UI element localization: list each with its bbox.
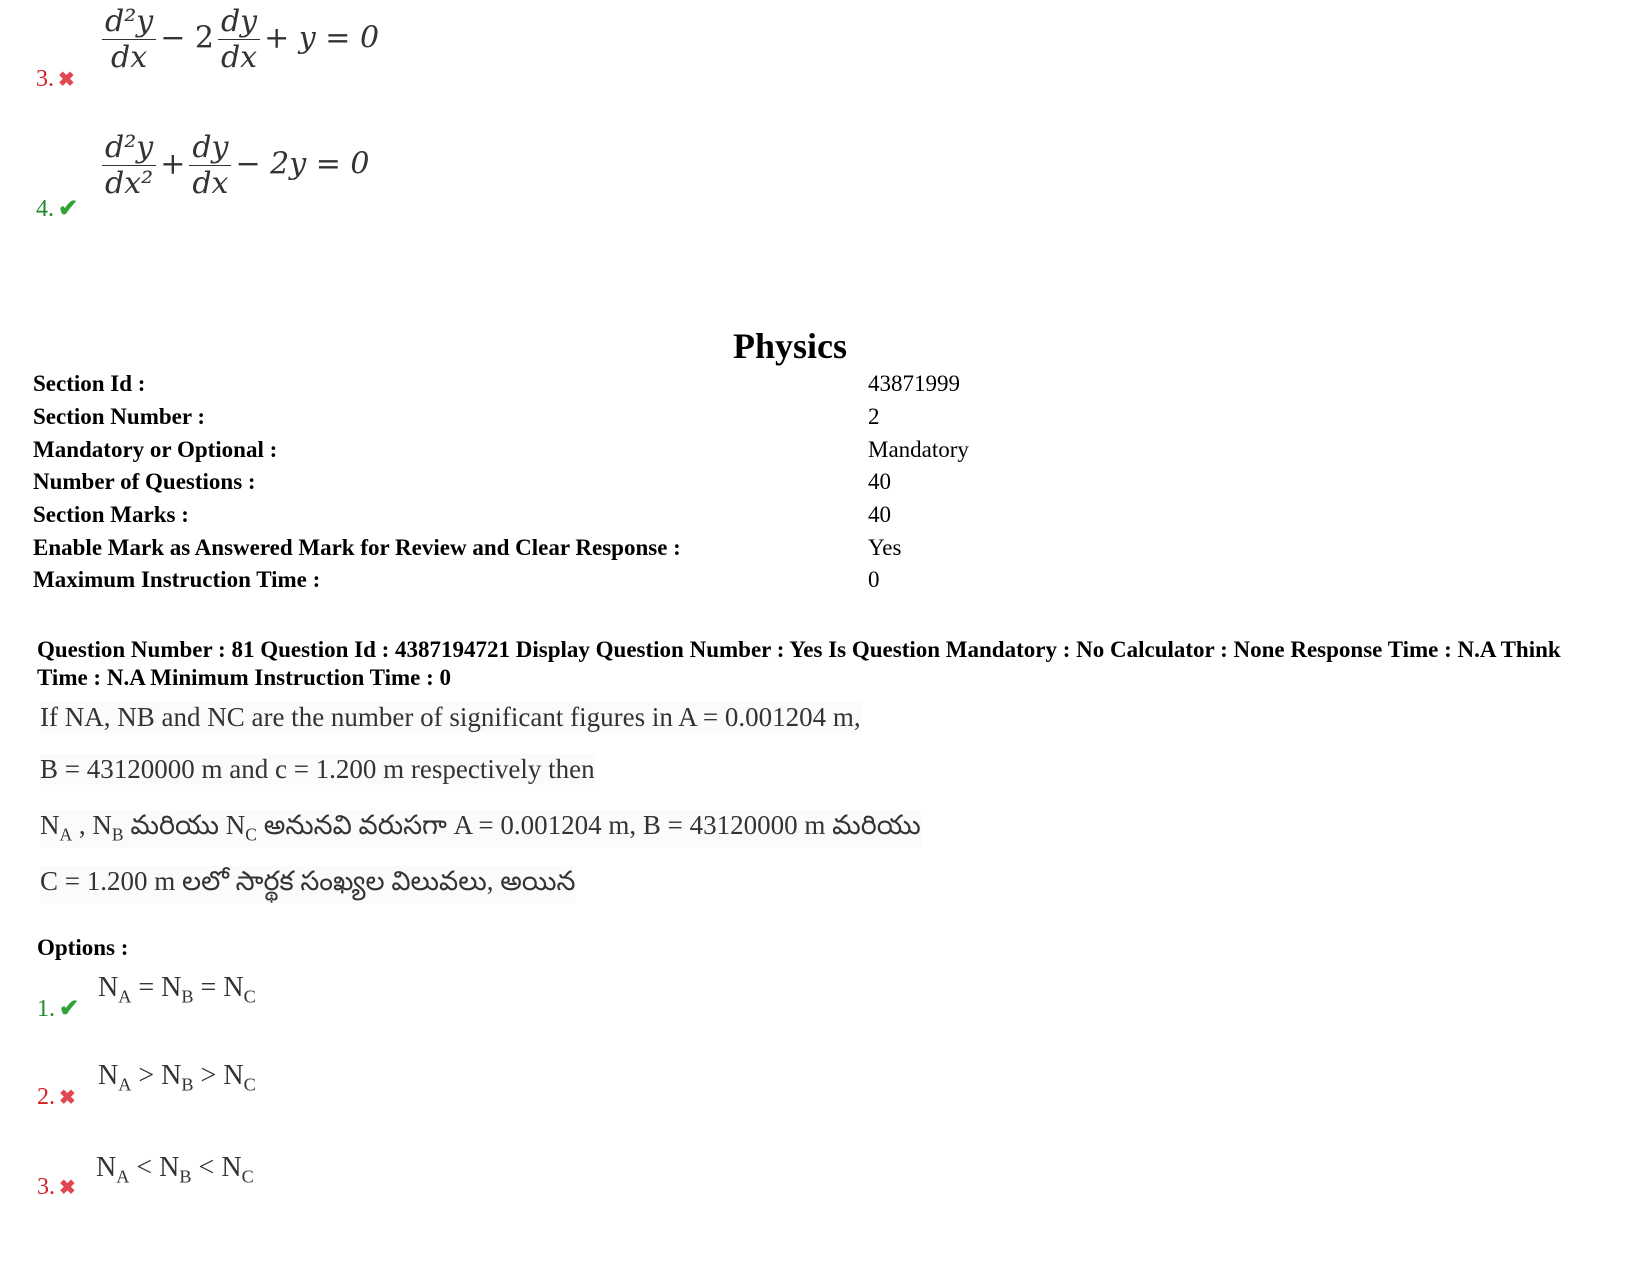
check-icon: ✔ — [59, 996, 80, 1022]
prev-option-3-expression: $\frac{\text{d²y}}{dx}$ − 2 $\frac{dy}{dx}$ + y = 0 — [98, 4, 379, 75]
enable-mark-value: Yes — [868, 535, 902, 560]
section-title: Physics — [732, 326, 847, 366]
question-line-2: B = 43120000 m and c = 1.200 m respectively then — [40, 754, 595, 784]
num-questions-label: Number of Questions : — [33, 469, 256, 494]
num-questions-value: 40 — [868, 469, 891, 494]
section-id-value: 43871999 — [868, 371, 960, 396]
question-line-1-text: If NA, NB and NC are the number of significant figures in A = 0.001204 m, — [40, 702, 861, 732]
option-3-number: 3. ✖ — [37, 1174, 76, 1200]
section-marks-value: 40 — [868, 502, 891, 527]
cross-icon: ✖ — [59, 1177, 76, 1199]
option-2-expression: $N_A > N_B > N_C$ — [98, 1060, 256, 1095]
mandatory-value: Mandatory — [868, 437, 969, 462]
option-2-number: 2. ✖ — [37, 1084, 76, 1110]
option-1-expression: $N_A = N_B = N_C$ — [98, 972, 256, 1007]
question-line-3: $N_A$ , $N_B$ మరియు $N_C$ అనునవి వరుసగా A = 0.001204 m, B = 43120000 m మరియు — [40, 810, 921, 848]
options-label: Options : — [37, 935, 129, 960]
option-1-number: 1. ✔ — [37, 996, 80, 1022]
question-line-1 — [40, 702, 861, 733]
max-instruction-time-value: 0 — [868, 567, 880, 592]
prev-option-3-number: 3. ✖ — [36, 66, 75, 92]
enable-mark-label: Enable Mark as Answered Mark for Review and Clear Response : — [33, 535, 681, 560]
cross-icon: ✖ — [59, 1087, 76, 1109]
mandatory-label: Mandatory or Optional : — [33, 437, 278, 462]
question-meta: Question Number : 81 Question Id : 4387194721 Display Question Number : Yes Is Question Mandatory : No Calculator : None Response Time : N.A Think Time : N.A Minimum Instruction Time : 0 — [37, 637, 1561, 690]
prev-option-4-number: 4. ✔ — [36, 196, 79, 222]
option-3-expression: $N_A < N_B < N_C$ — [96, 1152, 254, 1187]
section-id-label: Section Id : — [33, 371, 146, 396]
check-icon: ✔ — [58, 196, 79, 222]
section-number-value: 2 — [868, 404, 880, 429]
cross-icon: ✖ — [58, 69, 75, 91]
max-instruction-time-label: Maximum Instruction Time : — [33, 567, 321, 592]
section-number-label: Section Number : — [33, 404, 206, 429]
prev-option-4-expression: $\frac{\text{d²y}}{\text{dx²}}$ + $\frac{dy}{dx}$ − 2y = 0 — [98, 130, 370, 201]
question-line-4: C = 1.200 m లలో సార్థక సంఖ్యల విలువలు, అయిన — [40, 866, 576, 904]
section-marks-label: Section Marks : — [33, 502, 189, 527]
